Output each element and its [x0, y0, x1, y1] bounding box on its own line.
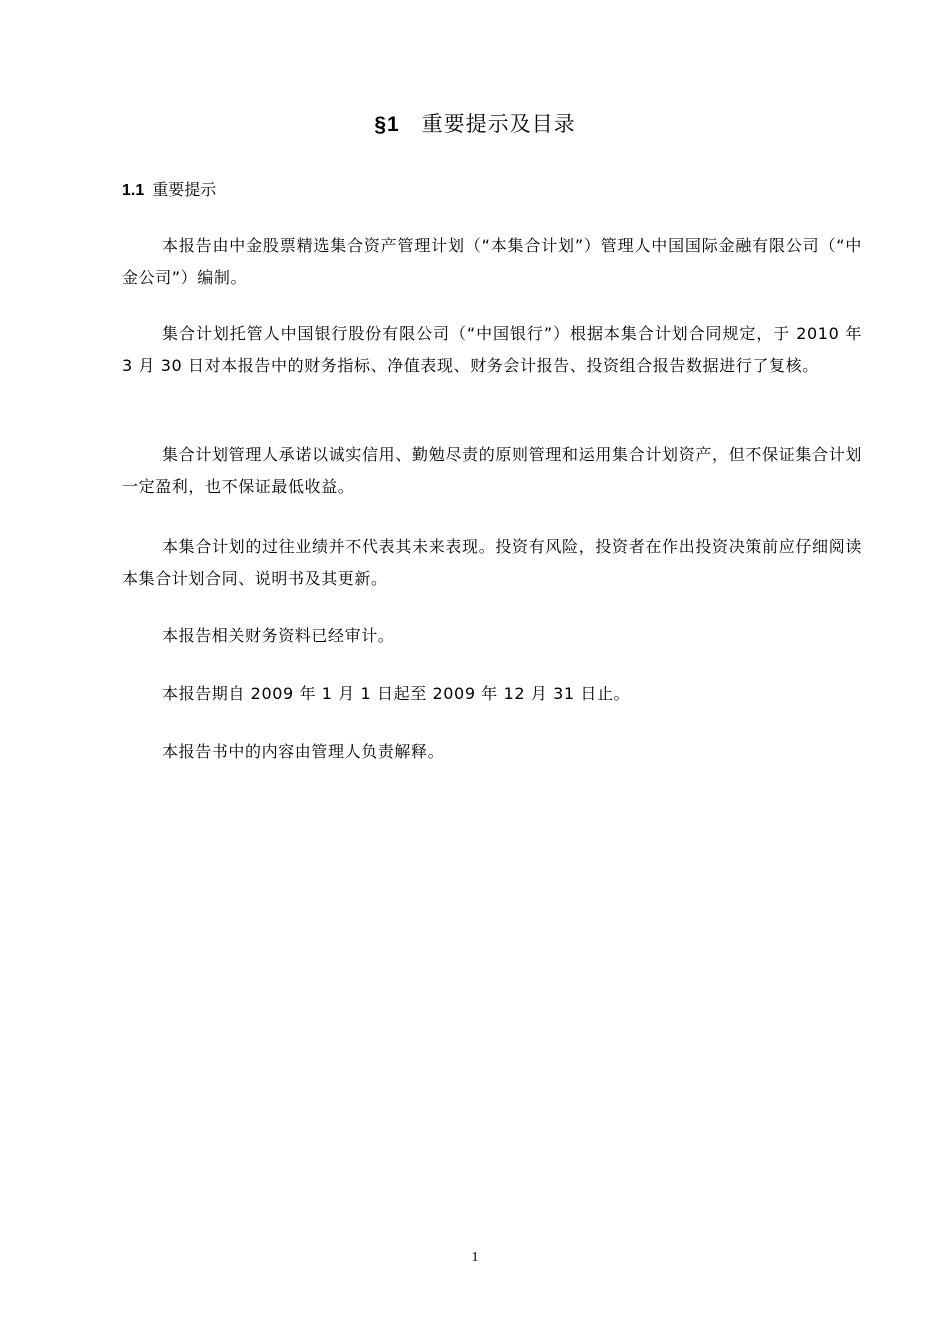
page-title	[0, 108, 950, 141]
section-heading-text: 重要提示	[152, 180, 217, 199]
paragraph-custodian-review: 集合计划托管人中国银行股份有限公司（“中国银行”）根据本集合计划合同规定，于 2010 年 3 月 30 日对本报告中的财务指标、净值表现、财务会计报告、投资组合报告数据进行了复核。	[122, 324, 862, 375]
paragraph-report-period: 本报告期自 2009 年 1 月 1 日起至 2009 年 12 月 31 日止。	[162, 684, 631, 703]
paragraph-interpretation: 本报告书中的内容由管理人负责解释。	[162, 742, 445, 761]
paragraph-manager-commitment: 集合计划管理人承诺以诚实信用、勤勉尽责的原则管理和运用集合计划资产，但不保证集合计划一定盈利，也不保证最低收益。	[122, 445, 862, 496]
section-heading	[122, 176, 216, 205]
paragraph-compiler: 本报告由中金股票精选集合资产管理计划（“本集合计划”）管理人中国国际金融有限公司（“中金公司”）编制。	[122, 236, 862, 287]
section-number: 1.1	[122, 182, 145, 199]
paragraph-risk-notice: 本集合计划的过往业绩并不代表其未来表现。投资有风险，投资者在作出投资决策前应仔细阅读本集合计划合同、说明书及其更新。	[122, 537, 862, 588]
page-title-text: 重要提示及目录	[421, 112, 576, 136]
page-number: 1	[471, 1250, 479, 1265]
paragraph-audit-note: 本报告相关财务资料已经审计。	[162, 626, 395, 645]
section-symbol-number: §1	[374, 113, 400, 136]
